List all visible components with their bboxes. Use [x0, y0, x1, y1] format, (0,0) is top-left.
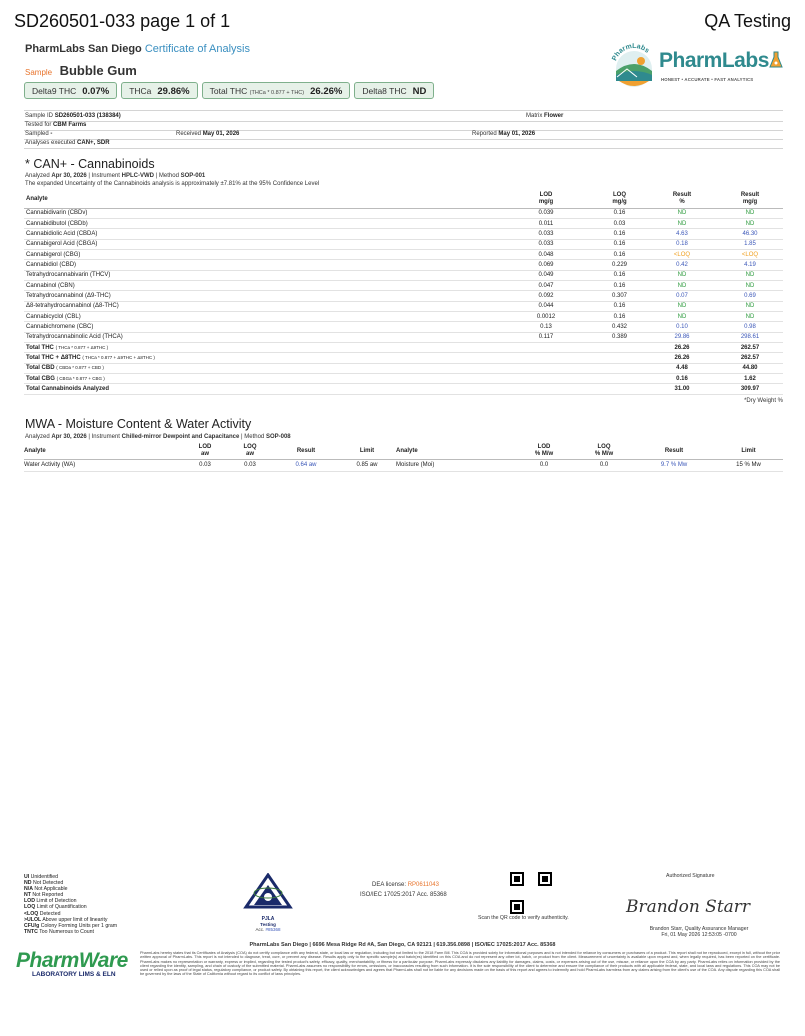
table-row — [24, 322, 783, 332]
total-formula: ( THCa * 0.877 + Δ9THC + Δ8THC ) — [82, 354, 155, 360]
legend-meaning: Above upper limit of linearity — [42, 916, 108, 923]
legend-abbr: LOQ — [24, 904, 36, 911]
result-mg: 44.80 — [717, 363, 783, 373]
result-mg: 0.69 — [717, 291, 783, 301]
table-row — [24, 239, 783, 249]
result-mg: ND — [717, 301, 783, 311]
result-pct: ND — [647, 280, 717, 290]
mwa-col-lod-unit: aw — [200, 451, 209, 458]
analyte-name: Cannabidiol (CBD) — [24, 260, 500, 270]
table-row — [24, 291, 783, 301]
result-pct: ND — [647, 311, 717, 321]
loq-value: 0.03 — [592, 218, 647, 228]
result-pct: 4.48 — [647, 363, 717, 373]
mwa-row — [24, 459, 783, 471]
dea-number: RP0611043 — [407, 882, 439, 888]
mwa-header-row — [24, 444, 783, 459]
badge-delta9-thc — [24, 82, 117, 99]
table-row — [24, 229, 783, 239]
loq-value — [592, 342, 647, 352]
analyte-name: Tetrahydrocannabinol (Δ9-THC) — [24, 291, 500, 301]
result-mg: <LOQ — [717, 249, 783, 259]
result-pct: 0.10 — [647, 322, 717, 332]
matrix — [526, 113, 563, 119]
table-row — [24, 218, 783, 228]
mwa-limit2: 15 % Mw — [714, 459, 783, 471]
result-pct: ND — [647, 208, 717, 218]
result-pct: 0.42 — [647, 260, 717, 270]
legend-meaning: Too Numerous to Count — [39, 928, 94, 935]
sample-label: Sample — [25, 68, 53, 77]
result-mg: ND — [717, 218, 783, 228]
result-mg: 298.61 — [717, 332, 783, 342]
mwa-loq2: 0.0 — [574, 459, 634, 471]
loq-value — [592, 374, 647, 384]
qr-code-icon[interactable] — [510, 872, 552, 914]
total-name — [24, 374, 500, 384]
landscape-emblem-icon — [607, 39, 661, 95]
mwa-limit: 0.85 aw — [338, 459, 396, 471]
lab-name: PharmLabs San Diego — [25, 43, 142, 55]
result-pct: 0.16 — [647, 374, 717, 384]
mwa-analyte: Water Activity (WA) — [24, 459, 184, 471]
logo-arc-text: PharmLabs — [611, 42, 651, 62]
analyzed-label: Analyzed — [25, 173, 50, 179]
mwa-table — [24, 444, 783, 472]
total-row — [24, 353, 783, 363]
loq-value: 0.16 — [592, 301, 647, 311]
lod-value: 0.048 — [500, 249, 592, 259]
loq-value: 0.16 — [592, 208, 647, 218]
col-loq — [592, 191, 647, 208]
cannabinoids-title: * CAN+ - Cannabinoids — [25, 157, 155, 171]
total-row — [24, 363, 783, 373]
instrument-value: HPLC-VWD — [121, 173, 154, 179]
table-row — [24, 260, 783, 270]
result-mg: ND — [717, 311, 783, 321]
matrix-value: Flower — [544, 113, 564, 119]
lod-value: 0.069 — [500, 260, 592, 270]
lod-value: 0.011 — [500, 218, 592, 228]
badge-label: Total THC — [209, 86, 248, 96]
result-mg: 262.57 — [717, 353, 783, 363]
tested-for-value: CBM Farms — [53, 122, 87, 128]
col-analyte: Analyte — [24, 191, 500, 208]
pharmware-name: PharmWare — [16, 949, 128, 972]
result-mg: ND — [717, 208, 783, 218]
result-pct: 26.26 — [647, 353, 717, 363]
legend-meaning: Not Applicable — [34, 886, 68, 893]
legend-abbr: LOD — [24, 898, 35, 905]
pjla-acc-label: Acc. — [255, 927, 265, 932]
table-header-row — [24, 191, 783, 208]
received-value: May 01, 2026 — [202, 131, 240, 137]
result-mg: 262.57 — [717, 342, 783, 352]
lod-value: 0.092 — [500, 291, 592, 301]
logo-name: PharmLabs — [659, 49, 769, 72]
instrument-value: Chilled-mirror Dewpoint and Capacitance — [121, 434, 240, 440]
mwa-title: MWA - Moisture Content & Water Activity — [25, 417, 252, 431]
mwa-analyte2: Moisture (Moi) — [396, 459, 514, 471]
divider — [24, 130, 783, 131]
loq-value: 0.432 — [592, 322, 647, 332]
pjla-acc-number: #85368 — [265, 927, 281, 932]
lod-value: 0.039 — [500, 208, 592, 218]
total-label: Total THC — [26, 344, 54, 351]
mwa-col-limit2: Limit — [714, 444, 783, 459]
legend-meaning: Limit of Detection — [36, 898, 77, 905]
total-name — [24, 342, 500, 352]
divider — [24, 121, 783, 122]
signer-block — [629, 926, 769, 938]
result-mg: 309.97 — [717, 384, 783, 394]
analyte-name: Cannabigerol Acid (CBGA) — [24, 239, 500, 249]
legend-meaning: Unidentified — [30, 874, 59, 880]
legend-meaning: Not Detected — [32, 880, 64, 887]
legend-item — [24, 929, 117, 935]
mwa-col-lod2 — [514, 444, 574, 459]
badge-value: ND — [412, 86, 427, 97]
method-value: SOP-001 — [180, 173, 206, 179]
sample-id — [25, 113, 121, 119]
lod-value: 0.049 — [500, 270, 592, 280]
col-loq-unit: mg/g — [612, 199, 627, 206]
total-name — [24, 363, 500, 373]
result-pct: ND — [647, 270, 717, 280]
summary-badges — [24, 82, 434, 99]
reported-value: May 01, 2026 — [498, 131, 536, 137]
mwa-col-loq-label: LOQ — [243, 444, 257, 451]
mwa-col-analyte2: Analyte — [396, 444, 514, 459]
lod-value: 0.13 — [500, 322, 592, 332]
loq-value: 0.307 — [592, 291, 647, 301]
loq-value — [592, 353, 647, 363]
footer-address: PharmLabs San Diego | 6696 Mesa Ridge Rd #A, San Diego, CA 92121 | 619.356.0898 | ISO/IEC 17025:2017 Acc. 85368 — [249, 942, 556, 948]
loq-value — [592, 384, 647, 394]
divider — [24, 148, 783, 149]
signed-at: Fri, 01 May 2026 12:53:05 -0700 — [661, 932, 737, 938]
tested-for — [25, 122, 86, 128]
analyses-label: Analyses executed — [25, 140, 76, 146]
pharmware-logo — [16, 950, 126, 982]
col-lod-label: LOD — [539, 192, 553, 199]
method-label: Method — [158, 173, 179, 179]
col-result-mg — [717, 191, 783, 208]
result-pct: 4.63 — [647, 229, 717, 239]
pharmware-tagline: LABORATORY LIMS & ELN — [32, 971, 116, 978]
analyte-name: Cannabidibutol (CBDb) — [24, 218, 500, 228]
analyte-name: Cannabicyclol (CBL) — [24, 311, 500, 321]
sampled — [25, 131, 52, 137]
cannabinoids-analysis-info: Analyzed Apr 30, 2026 | Instrument HPLC-VWD | Method SOP-001 — [25, 173, 206, 179]
sample-line — [25, 62, 137, 80]
dea-license-block — [360, 882, 447, 898]
legend-meaning: Not Reported — [32, 892, 64, 899]
reported — [472, 131, 535, 137]
loq-value: 0.16 — [592, 270, 647, 280]
table-row — [24, 280, 783, 290]
table-row — [24, 270, 783, 280]
method-label: Method — [244, 434, 265, 440]
table-row — [24, 311, 783, 321]
col-result-pct-label: Result — [672, 192, 692, 199]
total-name — [24, 384, 500, 394]
mwa-col-loq2-unit: % M/w — [594, 451, 614, 458]
analyte-name: Cannabinol (CBN) — [24, 280, 500, 290]
legend-abbr: ND — [24, 880, 32, 887]
col-result-mg-unit: mg/g — [742, 199, 758, 206]
table-row — [24, 249, 783, 259]
legal-disclaimer: PharmLabs hereby states that its Certificates of Analysis (COA) do not certify compliance with any federal, state, or local law or regulation, including but not limited to the 2018 Farm Bill. This COA is provided solely for informational purposes and is not intended for reliance by consumers or purchasers of a product. This report shall not be reproduced, except in full, without the prior written approval of PharmLabs. This report is not intended to diagnose, treat, cure, or prevent any disease. Results apply only to the specific sample(s) and batch(es) identified on this COA and do not represent any other lot, batch, or product from the client. Measurement of uncertainty is available upon request and, when legally required, has been reported on the certificate. PharmLabs makes no representation or warranty, express or implied, regarding the tested product's safety, efficacy, quality, merchantability, or fitness for a particular purpose. PharmLabs expressly disclaims any liability for damages, claims, costs, or expenses arising out of the use, misuse, or reliance upon the COA by any party. PharmLabs relies on information provided by the client regarding the identity, sampling, and chain of custody of the submitted material. PharmLabs assumes no responsibility for errors, omissions, or inaccuracies resulting from such information. It is the sole responsibility of the client to determine and ensure the compliance of their products with all applicable federal, state, and local laws and regulations. This COA may not be used or relied upon as proof of legal status, regulatory compliance, or product safety. By obtaining this report, the client acknowledges and agrees that PharmLabs shall not be liable for any decisions made on the basis of this report and agrees to indemnify and hold PharmLabs harmless from any claims arising from the client's use of the COA. Any dispute regarding this COA shall be governed by the laws of the State of California without regard to its conflict of laws principles. — [140, 951, 780, 977]
badge-label: THCa — [129, 86, 152, 96]
result-mg: 46.30 — [717, 229, 783, 239]
qa-testing-label: QA Testing — [704, 11, 791, 31]
authorized-signature-label: Authorized Signature — [666, 873, 715, 879]
analyte-name: Cannabidiolic Acid (CBDA) — [24, 229, 500, 239]
mwa-col-result: Result — [274, 444, 338, 459]
col-result-pct-unit: % — [679, 199, 685, 206]
lod-value — [500, 363, 592, 373]
analyte-name: Δ8-tetrahydrocannabinol (Δ8-THC) — [24, 301, 500, 311]
legend-abbr: UI — [24, 874, 30, 880]
mwa-analysis-info: Analyzed Apr 30, 2026 | Instrument Chilled-mirror Dewpoint and Capacitance | Method SOP-008 — [25, 434, 291, 440]
lod-value: 0.033 — [500, 229, 592, 239]
pharmlabs-logo — [607, 39, 787, 97]
received — [176, 131, 239, 137]
pjla-testing: Testing — [260, 922, 276, 927]
dry-weight-note: *Dry Weight % — [744, 398, 783, 404]
qr-caption: Scan the QR code to verify authenticity. — [478, 915, 569, 921]
pjla-acc — [238, 927, 298, 932]
pjla-name: PJLA — [261, 916, 275, 922]
lod-value — [500, 353, 592, 363]
analyte-name: Cannabidivarin (CBDv) — [24, 208, 500, 218]
total-row — [24, 384, 783, 394]
result-mg: 0.98 — [717, 322, 783, 332]
legend-meaning: Limit of Quantification — [36, 904, 87, 911]
col-loq-label: LOQ — [613, 192, 626, 199]
lod-value: 0.047 — [500, 280, 592, 290]
result-pct: 0.18 — [647, 239, 717, 249]
lod-value: 0.117 — [500, 332, 592, 342]
loq-value: 0.16 — [592, 239, 647, 249]
lod-value — [500, 374, 592, 384]
total-row — [24, 342, 783, 352]
badge-delta8-thc — [354, 82, 434, 99]
result-pct: 26.26 — [647, 342, 717, 352]
total-label: Total CBG — [26, 375, 55, 382]
result-mg: 1.85 — [717, 239, 783, 249]
loq-value — [592, 363, 647, 373]
handwritten-signature — [622, 890, 762, 920]
total-row — [24, 374, 783, 384]
mwa-col-lod2-label: LOD — [537, 444, 551, 451]
mwa-col-loq — [226, 444, 274, 459]
signature-text: Brandon Starr — [626, 897, 751, 917]
loq-value: 0.16 — [592, 311, 647, 321]
table-row — [24, 301, 783, 311]
received-label: Received — [176, 131, 202, 137]
loq-value: 0.389 — [592, 332, 647, 342]
legend-meaning: Colony Forming Units per 1 gram — [40, 922, 118, 929]
mwa-col-lod — [184, 444, 226, 459]
dea-label: DEA license: — [372, 882, 407, 888]
sample-id-value: SD260501-033 (138384) — [54, 113, 121, 119]
mwa-lod2: 0.0 — [514, 459, 574, 471]
mwa-result: 0.64 aw — [274, 459, 338, 471]
mwa-col-result2: Result — [634, 444, 714, 459]
badge-label: Delta9 THC — [32, 86, 77, 96]
lod-value: 0.044 — [500, 301, 592, 311]
total-name — [24, 353, 500, 363]
loq-value: 0.229 — [592, 260, 647, 270]
legend-abbr: TNTC — [24, 928, 38, 935]
document-id: SD260501-033 page 1 of 1 — [14, 11, 231, 31]
pjla-accreditation — [238, 873, 298, 933]
total-formula: ( THCa * 0.877 + Δ9THC ) — [55, 344, 109, 350]
total-label: Total CBD — [26, 365, 55, 372]
matrix-label: Matrix — [526, 113, 543, 119]
col-result-pct — [647, 191, 717, 208]
analyte-name: Tetrahydrocannabivarin (THCV) — [24, 270, 500, 280]
mwa-loq: 0.03 — [226, 459, 274, 471]
uncertainty-note: The expanded Uncertainty of the Cannabinoids analysis is approximately ±7.81% at the 95% Confidence Level — [25, 181, 320, 187]
mwa-col-analyte: Analyte — [24, 444, 184, 459]
analyte-name: Cannabichromene (CBC) — [24, 322, 500, 332]
signer-name: Brandon Starr, Quality Assurance Manager — [649, 926, 749, 932]
pjla-logo-icon — [238, 873, 298, 911]
abbreviation-legend — [24, 874, 117, 935]
result-mg: 4.19 — [717, 260, 783, 270]
method-value: SOP-008 — [265, 434, 291, 440]
legend-meaning: Detected — [39, 910, 61, 917]
badge-total-thc — [202, 82, 351, 99]
lod-value — [500, 342, 592, 352]
total-formula: ( CBDa * 0.877 + CBD ) — [56, 365, 104, 371]
badge-thca — [121, 82, 197, 99]
result-mg: ND — [717, 280, 783, 290]
legend-abbr: <LOQ — [24, 910, 39, 917]
doc-title: Certificate of Analysis — [144, 43, 250, 55]
iso-accreditation: ISO/IEC 17025:2017 Acc. 85368 — [360, 892, 447, 898]
lod-value — [500, 384, 592, 394]
instrument-label: Instrument — [91, 434, 120, 440]
total-formula: ( CBGa * 0.877 + CBG ) — [56, 375, 105, 381]
mwa-col-lod2-unit: % M/w — [534, 451, 554, 458]
loq-value: 0.16 — [592, 229, 647, 239]
reported-label: Reported — [472, 131, 497, 137]
sample-name: Bubble Gum — [59, 63, 137, 78]
flask-icon — [769, 51, 783, 69]
mwa-result2: 9.7 % Mw — [634, 459, 714, 471]
sampled-label: Sampled — [25, 131, 49, 137]
result-pct: 29.86 — [647, 332, 717, 342]
mwa-col-limit: Limit — [338, 444, 396, 459]
analyte-name: Tetrahydrocannabinolic Acid (THCA) — [24, 332, 500, 342]
instrument-label: Instrument — [91, 173, 120, 179]
analyte-name: Cannabigerol (CBG) — [24, 249, 500, 259]
sampled-value: - — [50, 131, 53, 137]
total-label: Total Cannabinoids Analyzed — [26, 386, 110, 393]
table-row — [24, 208, 783, 218]
badge-value: 26.26% — [310, 86, 343, 97]
cannabinoids-table — [24, 191, 783, 395]
total-label: Total THC + Δ8THC — [26, 354, 81, 361]
badge-label: Delta8 THC — [362, 86, 407, 96]
analyses-executed — [25, 140, 110, 146]
lod-value: 0.0012 — [500, 311, 592, 321]
result-pct: 0.07 — [647, 291, 717, 301]
mwa-lod: 0.03 — [184, 459, 226, 471]
result-pct: ND — [647, 218, 717, 228]
result-mg: 1.62 — [717, 374, 783, 384]
result-mg: ND — [717, 270, 783, 280]
col-result-mg-label: Result — [740, 192, 760, 199]
result-pct: ND — [647, 301, 717, 311]
lod-value: 0.033 — [500, 239, 592, 249]
mwa-col-loq2 — [574, 444, 634, 459]
col-lod — [500, 191, 592, 208]
analyzed-label: Analyzed — [25, 434, 50, 440]
divider — [24, 110, 783, 111]
logo-tagline: HONEST • ACCURATE • FAST ANALYTICS — [661, 77, 754, 82]
sample-id-label: Sample ID — [25, 113, 54, 119]
badge-value: 29.86% — [157, 86, 190, 97]
table-row — [24, 332, 783, 342]
divider — [24, 139, 783, 140]
dea-license — [360, 882, 447, 888]
tested-for-label: Tested for — [25, 122, 52, 128]
loq-value: 0.16 — [592, 280, 647, 290]
lab-line — [25, 43, 250, 55]
legend-abbr: NT — [24, 892, 31, 899]
badge-formula: (THCa * 0.877 + THC) — [249, 90, 305, 96]
analyzed-date: Apr 30, 2026 — [51, 173, 87, 179]
legend-abbr: N/A — [24, 886, 33, 893]
badge-value: 0.07% — [82, 86, 110, 97]
analyzed-date: Apr 30, 2026 — [51, 434, 87, 440]
mwa-col-loq-unit: aw — [245, 451, 254, 458]
result-pct: <LOQ — [647, 249, 717, 259]
analyses-value: CAN+, SDR — [77, 140, 110, 146]
mwa-col-loq2-label: LOQ — [597, 444, 611, 451]
result-pct: 31.00 — [647, 384, 717, 394]
col-lod-unit: mg/g — [538, 199, 554, 206]
legend-abbr: >ULOL — [24, 916, 42, 923]
loq-value: 0.16 — [592, 249, 647, 259]
legend-abbr: CFU/g — [24, 922, 40, 929]
mwa-col-lod-label: LOD — [198, 444, 212, 451]
